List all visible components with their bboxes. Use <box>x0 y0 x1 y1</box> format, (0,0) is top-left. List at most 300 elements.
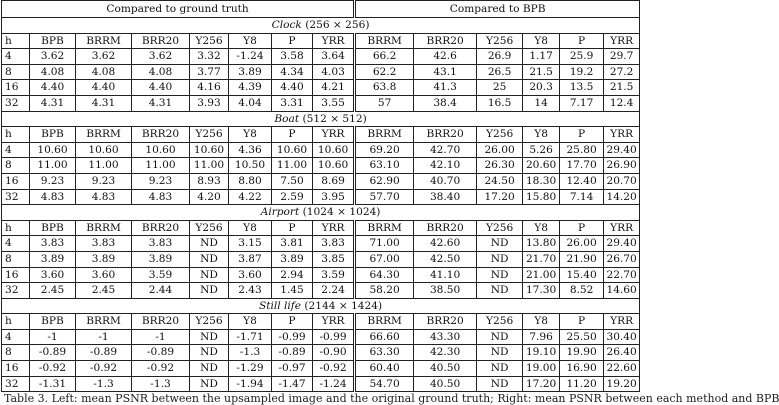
ground-truth-group-header: Compared to ground truth <box>2 1 355 18</box>
table-caption: Table 3. Left: mean PSNR between the upsampled image and the original ground truth; Right: mean PSNR between each method and BPB <box>4 392 779 405</box>
column-header: Y256 <box>190 314 229 330</box>
column-header: P <box>560 33 604 49</box>
table-cell: 17.30 <box>523 283 560 299</box>
column-header: BRR20 <box>414 127 477 143</box>
row-h-value: 8 <box>2 64 30 80</box>
table-cell: 9.23 <box>132 173 190 189</box>
table-cell: 17.70 <box>560 158 604 174</box>
table-cell: 19.20 <box>604 376 640 392</box>
table-row <box>2 64 640 80</box>
table-cell: 5.26 <box>523 142 560 158</box>
table-cell: 11.00 <box>190 158 229 174</box>
table-cell: 3.62 <box>76 49 132 65</box>
table-cell: 11.00 <box>272 158 313 174</box>
row-h-value: 16 <box>2 173 30 189</box>
table-cell: 10.50 <box>229 158 272 174</box>
row-h-value: 4 <box>2 329 30 345</box>
table-cell: -1 <box>30 329 76 345</box>
row-h-value: 8 <box>2 345 30 361</box>
table-cell: 3.15 <box>229 236 272 252</box>
section-image-name: Still life <box>258 299 301 312</box>
table-cell: 42.50 <box>414 251 477 267</box>
column-header: h <box>2 33 30 49</box>
table-cell: 29.7 <box>604 49 640 65</box>
row-h-value: 4 <box>2 49 30 65</box>
section-title-row <box>2 205 640 221</box>
table-cell: 4.08 <box>30 64 76 80</box>
table-cell: 26.40 <box>604 345 640 361</box>
table-cell: 42.30 <box>414 345 477 361</box>
table-cell: ND <box>477 376 523 392</box>
table-cell: 3.59 <box>313 267 355 283</box>
column-header: BRRM <box>355 127 414 143</box>
table-cell: 19.00 <box>523 361 560 377</box>
table-cell: 42.6 <box>414 49 477 65</box>
table-row <box>2 329 640 345</box>
table-row <box>2 95 640 111</box>
column-header: P <box>272 220 313 236</box>
table-cell: 2.43 <box>229 283 272 299</box>
table-cell: 14.60 <box>604 283 640 299</box>
table-cell: 10.60 <box>132 142 190 158</box>
table-cell: 71.00 <box>355 236 414 252</box>
table-cell: -0.92 <box>76 361 132 377</box>
column-header: Y8 <box>523 314 560 330</box>
table-cell: 11.00 <box>30 158 76 174</box>
table-cell: 24.50 <box>477 173 523 189</box>
column-header: BPB <box>30 314 76 330</box>
column-header: YRR <box>604 33 640 49</box>
column-header: BRR20 <box>132 127 190 143</box>
table-cell: 4.31 <box>132 95 190 111</box>
column-header: Y8 <box>523 127 560 143</box>
table-cell: ND <box>190 251 229 267</box>
table-cell: 62.90 <box>355 173 414 189</box>
table-cell: 29.40 <box>604 142 640 158</box>
table-cell: 54.70 <box>355 376 414 392</box>
table-cell: 40.50 <box>414 361 477 377</box>
table-cell: 4.83 <box>132 189 190 205</box>
section-image-dims: (256 × 256) <box>305 19 370 31</box>
table-cell: 2.94 <box>272 267 313 283</box>
column-header: BRRM <box>355 33 414 49</box>
table-cell: 3.89 <box>76 251 132 267</box>
table-cell: 4.40 <box>132 80 190 96</box>
table-cell: 8.69 <box>313 173 355 189</box>
psnr-results-table <box>1 0 640 392</box>
table-cell: 22.70 <box>604 267 640 283</box>
column-header: BRR20 <box>414 33 477 49</box>
column-header: P <box>560 127 604 143</box>
section-title <box>2 18 640 34</box>
row-h-value: 16 <box>2 80 30 96</box>
table-cell: 4.34 <box>272 64 313 80</box>
table-cell: -0.89 <box>272 345 313 361</box>
table-cell: 69.20 <box>355 142 414 158</box>
section-title-row <box>2 298 640 314</box>
table-cell: 42.70 <box>414 142 477 158</box>
table-cell: 13.80 <box>523 236 560 252</box>
table-cell: 41.3 <box>414 80 477 96</box>
table-cell: ND <box>477 361 523 377</box>
row-h-value: 32 <box>2 189 30 205</box>
table-cell: 8.52 <box>560 283 604 299</box>
table-cell: 4.03 <box>313 64 355 80</box>
table-cell: 43.30 <box>414 329 477 345</box>
column-header: BRRM <box>76 33 132 49</box>
table-cell: 3.93 <box>190 95 229 111</box>
section-title <box>2 298 640 314</box>
table-cell: -1.71 <box>229 329 272 345</box>
table-cell: 42.10 <box>414 158 477 174</box>
table-cell: 66.2 <box>355 49 414 65</box>
table-cell: 4.08 <box>76 64 132 80</box>
table-cell: 2.59 <box>272 189 313 205</box>
table-cell: 67.00 <box>355 251 414 267</box>
table-cell: ND <box>190 236 229 252</box>
table-cell: 19.90 <box>560 345 604 361</box>
table-cell: 21.70 <box>523 251 560 267</box>
table-cell: 3.95 <box>313 189 355 205</box>
table-cell: -0.92 <box>30 361 76 377</box>
table-cell: 1.45 <box>272 283 313 299</box>
table-cell: ND <box>477 329 523 345</box>
table-cell: -1 <box>132 329 190 345</box>
section-image-dims: (1024 × 1024) <box>302 206 381 219</box>
column-header: Y256 <box>190 220 229 236</box>
row-h-value: 16 <box>2 361 30 377</box>
row-h-value: 4 <box>2 236 30 252</box>
table-cell: ND <box>190 376 229 392</box>
table-cell: -1 <box>76 329 132 345</box>
table-cell: 4.40 <box>30 80 76 96</box>
column-header: YRR <box>604 220 640 236</box>
table-cell: 4.31 <box>30 95 76 111</box>
table-cell: 13.5 <box>560 80 604 96</box>
table-cell: 25 <box>477 80 523 96</box>
column-header: YRR <box>313 314 355 330</box>
table-cell: 3.58 <box>272 49 313 65</box>
table-cell: 3.62 <box>132 49 190 65</box>
table-cell: 3.32 <box>190 49 229 65</box>
table-cell: 4.83 <box>76 189 132 205</box>
table-cell: 3.89 <box>229 64 272 80</box>
table-cell: ND <box>477 236 523 252</box>
table-row <box>2 49 640 65</box>
column-header: BPB <box>30 33 76 49</box>
column-header: P <box>272 127 313 143</box>
table-cell: 9.23 <box>76 173 132 189</box>
table-cell: 20.3 <box>523 80 560 96</box>
column-header: P <box>560 220 604 236</box>
table-cell: 20.60 <box>523 158 560 174</box>
table-cell: -0.92 <box>132 361 190 377</box>
column-header: BRRM <box>355 220 414 236</box>
group-header-row <box>2 1 640 18</box>
column-header: Y8 <box>229 33 272 49</box>
section-image-name: Airport <box>260 206 300 219</box>
table-cell: 40.50 <box>414 376 477 392</box>
table-row <box>2 376 640 392</box>
table-cell: 4.40 <box>76 80 132 96</box>
table-cell: 29.40 <box>604 236 640 252</box>
table-cell: 4.83 <box>30 189 76 205</box>
table-cell: 63.10 <box>355 158 414 174</box>
table-cell: 7.50 <box>272 173 313 189</box>
column-header: Y256 <box>477 314 523 330</box>
table-row <box>2 251 640 267</box>
table-cell: 57 <box>355 95 414 111</box>
table-cell: 27.2 <box>604 64 640 80</box>
table-cell: 10.60 <box>76 142 132 158</box>
column-header: BRR20 <box>132 220 190 236</box>
table-cell: 26.00 <box>477 142 523 158</box>
table-cell: 21.5 <box>523 64 560 80</box>
table-cell: 10.60 <box>272 142 313 158</box>
table-cell: 60.40 <box>355 361 414 377</box>
table-cell: 3.64 <box>313 49 355 65</box>
column-header-row <box>2 33 640 49</box>
table-cell: 38.4 <box>414 95 477 111</box>
table-row <box>2 189 640 205</box>
table-cell: 18.30 <box>523 173 560 189</box>
table-cell: 3.89 <box>272 251 313 267</box>
row-h-value: 8 <box>2 158 30 174</box>
column-header: P <box>272 314 313 330</box>
table-cell: -1.94 <box>229 376 272 392</box>
table-cell: 25.80 <box>560 142 604 158</box>
table-cell: 7.96 <box>523 329 560 345</box>
table-cell: -1.29 <box>229 361 272 377</box>
table-cell: ND <box>190 329 229 345</box>
column-header: P <box>272 33 313 49</box>
column-header: BRR20 <box>414 314 477 330</box>
table-cell: -1.47 <box>272 376 313 392</box>
column-header: Y256 <box>190 33 229 49</box>
table-cell: -1.24 <box>313 376 355 392</box>
table-cell: 3.60 <box>229 267 272 283</box>
table-cell: 21.00 <box>523 267 560 283</box>
table-cell: 19.10 <box>523 345 560 361</box>
table-cell: 15.80 <box>523 189 560 205</box>
table-cell: -1.31 <box>30 376 76 392</box>
table-cell: 11.20 <box>560 376 604 392</box>
column-header: BPB <box>30 127 76 143</box>
table-cell: 3.62 <box>30 49 76 65</box>
table-cell: 38.50 <box>414 283 477 299</box>
column-header: Y256 <box>477 220 523 236</box>
table-cell: -0.92 <box>313 361 355 377</box>
table-cell: 3.60 <box>30 267 76 283</box>
table-cell: ND <box>190 361 229 377</box>
table-cell: 66.60 <box>355 329 414 345</box>
table-cell: ND <box>477 345 523 361</box>
column-header: YRR <box>313 127 355 143</box>
table-cell: 12.4 <box>604 95 640 111</box>
table-cell: 3.31 <box>272 95 313 111</box>
table-cell: 20.70 <box>604 173 640 189</box>
table-cell: 40.70 <box>414 173 477 189</box>
table-cell: 16.90 <box>560 361 604 377</box>
column-header: h <box>2 127 30 143</box>
column-header: BRRM <box>76 127 132 143</box>
table-cell: -0.90 <box>313 345 355 361</box>
table-cell: 19.2 <box>560 64 604 80</box>
table-cell: 3.77 <box>190 64 229 80</box>
table-cell: 10.60 <box>313 158 355 174</box>
table-cell: 4.40 <box>272 80 313 96</box>
table-cell: 3.83 <box>30 236 76 252</box>
table-cell: 3.81 <box>272 236 313 252</box>
table-cell: 3.59 <box>132 267 190 283</box>
table-cell: 8.93 <box>190 173 229 189</box>
table-row <box>2 283 640 299</box>
table-cell: 30.40 <box>604 329 640 345</box>
section-title-row <box>2 111 640 127</box>
table-cell: ND <box>190 345 229 361</box>
row-h-value: 8 <box>2 251 30 267</box>
table-row <box>2 158 640 174</box>
table-cell: 3.83 <box>76 236 132 252</box>
table-row <box>2 80 640 96</box>
column-header: Y8 <box>229 127 272 143</box>
section-image-name: Clock <box>271 19 302 31</box>
column-header: BRR20 <box>132 33 190 49</box>
row-h-value: 32 <box>2 283 30 299</box>
table-row <box>2 361 640 377</box>
table-cell: 62.2 <box>355 64 414 80</box>
column-header: BRRM <box>355 314 414 330</box>
table-cell: -0.89 <box>76 345 132 361</box>
column-header: BRR20 <box>132 314 190 330</box>
table-cell: 3.85 <box>313 251 355 267</box>
table-cell: 2.45 <box>30 283 76 299</box>
table-cell: ND <box>477 251 523 267</box>
column-header: YRR <box>313 33 355 49</box>
table-cell: 10.60 <box>313 142 355 158</box>
table-cell: 9.23 <box>30 173 76 189</box>
table-cell: 7.17 <box>560 95 604 111</box>
table-cell: 41.10 <box>414 267 477 283</box>
section-image-dims: (2144 × 1424) <box>304 299 383 312</box>
table-cell: 7.14 <box>560 189 604 205</box>
column-header: Y256 <box>190 127 229 143</box>
table-cell: 25.9 <box>560 49 604 65</box>
table-cell: -0.89 <box>132 345 190 361</box>
column-header: h <box>2 220 30 236</box>
row-h-value: 32 <box>2 95 30 111</box>
table-cell: 10.60 <box>30 142 76 158</box>
table-cell: 2.24 <box>313 283 355 299</box>
table-cell: 26.30 <box>477 158 523 174</box>
section-title-row <box>2 18 640 34</box>
table-cell: 14 <box>523 95 560 111</box>
table-cell: 4.16 <box>190 80 229 96</box>
table-cell: 3.60 <box>76 267 132 283</box>
table-cell: 11.00 <box>132 158 190 174</box>
column-header: YRR <box>313 220 355 236</box>
table-cell: 4.39 <box>229 80 272 96</box>
table-cell: -0.97 <box>272 361 313 377</box>
section-image-name: Boat <box>274 112 300 125</box>
column-header: BRRM <box>76 220 132 236</box>
table-cell: 26.5 <box>477 64 523 80</box>
table-cell: 21.90 <box>560 251 604 267</box>
table-cell: 26.9 <box>477 49 523 65</box>
table-row <box>2 173 640 189</box>
table-cell: 57.70 <box>355 189 414 205</box>
table-cell: 58.20 <box>355 283 414 299</box>
table-cell: -1.24 <box>229 49 272 65</box>
table-cell: 26.70 <box>604 251 640 267</box>
table-cell: 17.20 <box>477 189 523 205</box>
column-header: Y256 <box>477 33 523 49</box>
column-header: h <box>2 314 30 330</box>
table-cell: ND <box>190 283 229 299</box>
column-header-row <box>2 127 640 143</box>
table-cell: 1.17 <box>523 49 560 65</box>
column-header: BRR20 <box>414 220 477 236</box>
table-cell: 2.45 <box>76 283 132 299</box>
table-cell: 8.80 <box>229 173 272 189</box>
table-cell: 22.60 <box>604 361 640 377</box>
table-cell: 25.50 <box>560 329 604 345</box>
table-cell: 38.40 <box>414 189 477 205</box>
table-cell: 4.31 <box>76 95 132 111</box>
table-cell: -1.3 <box>132 376 190 392</box>
table-cell: 26.90 <box>604 158 640 174</box>
section-title <box>2 111 640 127</box>
table-cell: ND <box>477 283 523 299</box>
table-cell: 10.60 <box>190 142 229 158</box>
table-row <box>2 142 640 158</box>
table-cell: -1.3 <box>76 376 132 392</box>
table-cell: 2.44 <box>132 283 190 299</box>
table-cell: 3.55 <box>313 95 355 111</box>
table-cell: 3.87 <box>229 251 272 267</box>
table-cell: 4.08 <box>132 64 190 80</box>
column-header: P <box>560 314 604 330</box>
table-cell: 26.00 <box>560 236 604 252</box>
table-cell: 63.8 <box>355 80 414 96</box>
table-cell: 15.40 <box>560 267 604 283</box>
table-cell: -0.99 <box>272 329 313 345</box>
table-cell: 16.5 <box>477 95 523 111</box>
table-cell: ND <box>477 267 523 283</box>
column-header: Y8 <box>229 314 272 330</box>
table-cell: 4.21 <box>313 80 355 96</box>
table-row <box>2 345 640 361</box>
table-cell: 43.1 <box>414 64 477 80</box>
section-image-dims: (512 × 512) <box>302 112 367 125</box>
column-header: Y8 <box>229 220 272 236</box>
column-header: Y8 <box>523 220 560 236</box>
column-header: Y8 <box>523 33 560 49</box>
column-header: BRRM <box>76 314 132 330</box>
table-cell: 12.40 <box>560 173 604 189</box>
column-header-row <box>2 314 640 330</box>
row-h-value: 32 <box>2 376 30 392</box>
section-title <box>2 205 640 221</box>
table-row <box>2 267 640 283</box>
table-cell: 21.5 <box>604 80 640 96</box>
table-cell: -1.3 <box>229 345 272 361</box>
column-header: Y256 <box>477 127 523 143</box>
column-header: YRR <box>604 314 640 330</box>
table-cell: 3.83 <box>313 236 355 252</box>
table-cell: 63.30 <box>355 345 414 361</box>
table-cell: 42.60 <box>414 236 477 252</box>
